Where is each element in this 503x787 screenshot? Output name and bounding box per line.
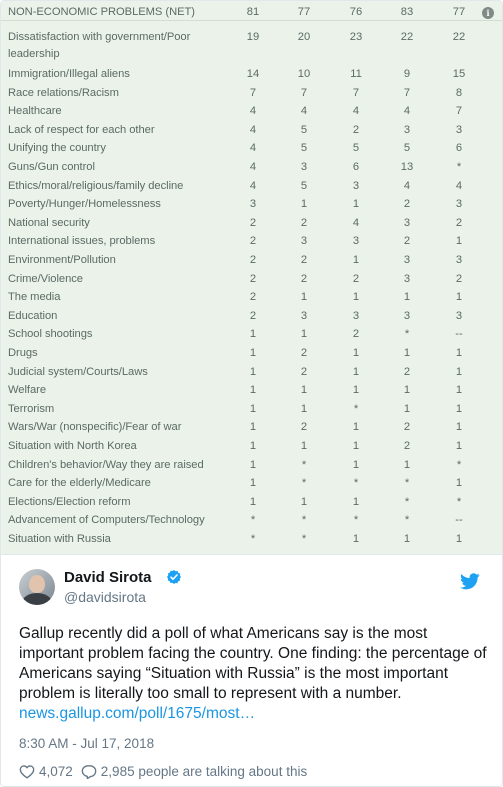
cell-value: 3	[403, 123, 411, 136]
table-row	[1, 288, 502, 307]
cell-value: *	[404, 495, 410, 508]
table-row	[1, 139, 502, 158]
avatar[interactable]	[19, 569, 55, 605]
table-row	[1, 251, 502, 270]
cell-value: 3	[455, 254, 463, 266]
cell-value: 1	[455, 477, 463, 490]
cell-value: 2	[249, 291, 257, 304]
author-name[interactable]: David Sirota	[64, 569, 152, 586]
row-label: National security	[8, 216, 90, 229]
cell-value: 1	[403, 402, 411, 415]
cell-value: 1	[249, 402, 257, 415]
cell-value: 1	[455, 421, 463, 434]
cell-value: 2	[352, 123, 360, 136]
table-row	[1, 511, 502, 530]
cell-value: *	[301, 514, 307, 527]
table-row	[1, 363, 502, 382]
row-label: Crime/Violence	[8, 272, 83, 285]
cell-value: 1	[352, 384, 360, 397]
cell-value: 4	[455, 179, 463, 192]
row-label: Poverty/Hunger/Homelessness	[8, 198, 161, 211]
cell-value: 76	[349, 6, 363, 18]
cell-value: *	[301, 477, 307, 490]
cell-value: 20	[297, 31, 311, 43]
table-row	[1, 177, 502, 196]
cell-value: 1	[300, 440, 308, 452]
author-handle[interactable]: @davidsirota	[64, 589, 146, 605]
cell-value: 7	[455, 105, 463, 118]
row-label: Welfare	[8, 384, 46, 397]
cell-value: 5	[403, 142, 411, 155]
cell-value: 19	[246, 31, 260, 43]
table-row	[1, 307, 502, 326]
cell-value: *	[456, 495, 462, 508]
cell-value: *	[301, 533, 307, 545]
cell-value: 2	[249, 235, 257, 248]
row-label-continued: leadership	[8, 48, 60, 60]
row-label: Education	[8, 309, 58, 322]
cell-value: 1	[455, 440, 463, 452]
row-label: Drugs	[8, 347, 38, 359]
cell-value: 2	[352, 328, 360, 341]
cell-value: 4	[352, 216, 360, 229]
cell-value: 2	[455, 216, 463, 229]
table-row	[1, 232, 502, 251]
cell-value: 2	[403, 365, 411, 378]
row-label: School shootings	[8, 328, 93, 341]
cell-value: 7	[300, 86, 308, 99]
cell-value: 1	[403, 458, 411, 471]
cell-value: 1	[352, 365, 360, 378]
cell-value: 3	[455, 309, 463, 322]
cell-value: 1	[455, 365, 463, 378]
cell-value: 3	[403, 309, 411, 322]
cell-value: 1	[249, 495, 257, 508]
cell-value: --	[455, 514, 463, 527]
table-row	[1, 158, 502, 177]
cell-value: 1	[249, 458, 257, 471]
info-icon: i	[482, 7, 494, 19]
heart-icon[interactable]	[19, 764, 35, 779]
row-label: Dissatisfaction with government/Poor	[8, 31, 191, 43]
cell-value: 1	[300, 495, 308, 508]
tweet-actions	[19, 761, 307, 781]
table-header-row	[1, 1, 502, 21]
cell-value: 2	[300, 421, 308, 434]
cell-value: 1	[352, 458, 360, 471]
table-row	[1, 493, 502, 512]
conversation-count[interactable]: 2,985 people are talking about this	[100, 763, 308, 779]
row-label: Ethics/moral/religious/family decline	[8, 179, 184, 192]
cell-value: 81	[246, 6, 260, 18]
cell-value: 1	[455, 235, 463, 248]
table-row	[1, 65, 502, 84]
cell-value: 1	[352, 421, 360, 434]
cell-value: 22	[400, 31, 414, 43]
cell-value: *	[404, 514, 410, 527]
cell-value: 15	[452, 68, 466, 80]
cell-value: *	[250, 514, 256, 527]
row-label: Care for the elderly/Medicare	[8, 477, 151, 490]
cell-value: 1	[403, 384, 411, 397]
row-label: Environment/Pollution	[8, 254, 116, 266]
cell-value: 3	[300, 235, 308, 248]
cell-value: 1	[403, 291, 411, 304]
cell-value: 7	[249, 86, 257, 99]
cell-value: 2	[249, 254, 257, 266]
cell-value: *	[404, 477, 410, 490]
cell-value: 1	[300, 328, 308, 341]
cell-value: 9	[403, 68, 411, 80]
cell-value: 1	[352, 495, 360, 508]
cell-value: 1	[249, 421, 257, 434]
cell-value: 3	[403, 254, 411, 266]
row-label: Advancement of Computers/Technology	[8, 514, 205, 527]
cell-value: 22	[452, 31, 466, 43]
cell-value: 1	[300, 384, 308, 397]
table-row	[1, 84, 502, 103]
row-label: Immigration/Illegal aliens	[8, 68, 130, 80]
cell-value: 2	[249, 272, 257, 285]
table-row	[1, 270, 502, 289]
cell-value: 1	[403, 347, 411, 359]
row-label: Wars/War (nonspecific)/Fear of war	[8, 421, 182, 434]
cell-value: 1	[352, 347, 360, 359]
cell-value: 3	[403, 272, 411, 285]
reply-bubble-icon[interactable]	[81, 764, 97, 779]
gallup-link[interactable]: news.gallup.com/poll/1675/most…	[19, 705, 256, 722]
cell-value: 10	[297, 68, 311, 80]
row-label: NON-ECONOMIC PROBLEMS (NET)	[8, 6, 195, 18]
cell-value: 2	[403, 235, 411, 248]
cell-value: 1	[249, 328, 257, 341]
row-label: International issues, problems	[8, 235, 156, 248]
cell-value: 1	[352, 440, 360, 452]
tweet-body	[1, 554, 502, 787]
cell-value: 5	[300, 179, 308, 192]
cell-value: 1	[455, 533, 463, 545]
cell-value: 83	[400, 6, 414, 18]
table-row	[1, 400, 502, 419]
cell-value: 1	[300, 198, 308, 211]
table-row	[1, 418, 502, 437]
cell-value: 4	[249, 105, 257, 118]
cell-value: 3	[352, 309, 360, 322]
cell-value: 2	[300, 216, 308, 229]
cell-value: 77	[297, 6, 311, 18]
cell-value: 1	[352, 198, 360, 211]
cell-value: 1	[352, 254, 360, 266]
cell-value: *	[301, 458, 307, 471]
cell-value: *	[456, 161, 462, 173]
cut-off-row	[1, 546, 502, 554]
cell-value: *	[250, 533, 256, 545]
cell-value: 4	[300, 105, 308, 118]
cell-value: 1	[455, 347, 463, 359]
cell-value: 1	[300, 402, 308, 415]
cell-value: 1	[455, 402, 463, 415]
cell-value: 4	[249, 179, 257, 192]
cell-value: 1	[300, 291, 308, 304]
tweet-timestamp[interactable]: 8:30 AM - Jul 17, 2018	[19, 736, 155, 751]
cell-value: 7	[352, 86, 360, 99]
table-row	[1, 474, 502, 493]
cell-value: --	[455, 328, 463, 341]
table-row	[1, 344, 502, 363]
cell-value: 23	[349, 31, 363, 43]
cell-value: 3	[455, 123, 463, 136]
cell-value: 6	[455, 142, 463, 155]
table-row	[1, 437, 502, 456]
cell-value: 2	[403, 421, 411, 434]
table-row	[1, 195, 502, 214]
cell-value: 2	[300, 365, 308, 378]
cell-value: 1	[352, 291, 360, 304]
cell-value: 1	[249, 347, 257, 359]
cell-value: 1	[403, 533, 411, 545]
cell-value: 1	[249, 477, 257, 490]
cell-value: 3	[300, 161, 308, 173]
row-label: Elections/Election reform	[8, 495, 131, 508]
row-label: Race relations/Racism	[8, 86, 119, 99]
cell-value: 2	[403, 198, 411, 211]
cell-value: 3	[249, 198, 257, 211]
cell-value: 4	[249, 142, 257, 155]
cell-value: 2	[249, 216, 257, 229]
cell-value: *	[353, 514, 359, 527]
cell-value: 4	[403, 179, 411, 192]
cell-value: 1	[249, 365, 257, 378]
cell-value: 4	[352, 105, 360, 118]
table-row	[1, 214, 502, 233]
cell-value: 14	[246, 68, 260, 80]
cell-value: 2	[300, 254, 308, 266]
twitter-bird-icon[interactable]	[460, 573, 480, 590]
row-label: Children's behavior/Way they are raised	[8, 458, 204, 471]
cell-value: *	[353, 477, 359, 490]
cell-value: 1	[352, 533, 360, 545]
cell-value: *	[456, 458, 462, 471]
cell-value: 1	[249, 440, 257, 452]
cell-value: 4	[249, 161, 257, 173]
cell-value: 11	[350, 68, 362, 80]
cell-value: 3	[455, 198, 463, 211]
cell-value: 5	[300, 123, 308, 136]
row-label: Terrorism	[8, 402, 55, 415]
table-row	[1, 456, 502, 475]
row-label: Situation with Russia	[8, 533, 111, 545]
cell-value: 1	[455, 384, 463, 397]
row-label: Unifying the country	[8, 142, 106, 155]
cell-value: 5	[300, 142, 308, 155]
table-row	[1, 28, 502, 66]
tweet-text	[19, 624, 491, 724]
like-count[interactable]: 4,072	[39, 763, 73, 779]
cell-value: 3	[352, 179, 360, 192]
tweet-text-body: Gallup recently did a poll of what Americans say is the most important problem facing the country. One finding: the percentage of Americans saying “Situation with Russia” is the most important problem is literally too small to represent with a number.	[19, 625, 487, 702]
cell-value: 2	[300, 347, 308, 359]
cell-value: *	[353, 402, 359, 415]
table-row	[1, 102, 502, 121]
cell-value: 3	[403, 216, 411, 229]
cell-value: 13	[400, 161, 414, 173]
cell-value: 1	[249, 384, 257, 397]
gallup-table-image	[1, 1, 502, 554]
row-label: Situation with North Korea	[8, 440, 137, 452]
row-label: The media	[8, 291, 61, 304]
row-label: Healthcare	[8, 105, 62, 118]
cell-value: 5	[352, 142, 360, 155]
verified-icon	[166, 569, 182, 585]
cell-value: 2	[403, 440, 411, 452]
cell-value: 2	[352, 272, 360, 285]
cell-value: 1	[455, 291, 463, 304]
cell-value: 4	[403, 105, 411, 118]
cell-value: 6	[352, 161, 360, 173]
table-row	[1, 381, 502, 400]
cell-value: 7	[403, 86, 411, 99]
cell-value: *	[404, 328, 410, 341]
row-label: Judicial system/Courts/Laws	[8, 365, 148, 378]
table-row	[1, 121, 502, 140]
cell-value: 2	[455, 272, 463, 285]
row-label: Lack of respect for each other	[8, 123, 155, 136]
cell-value: 3	[352, 235, 360, 248]
cell-value: 2	[249, 309, 257, 322]
cell-value: 8	[455, 86, 463, 99]
cell-value: 77	[452, 6, 466, 18]
table-row	[1, 325, 502, 344]
row-label: Guns/Gun control	[8, 161, 95, 173]
cell-value: 2	[300, 272, 308, 285]
cell-value: 4	[249, 123, 257, 136]
cell-value: 3	[300, 309, 308, 322]
